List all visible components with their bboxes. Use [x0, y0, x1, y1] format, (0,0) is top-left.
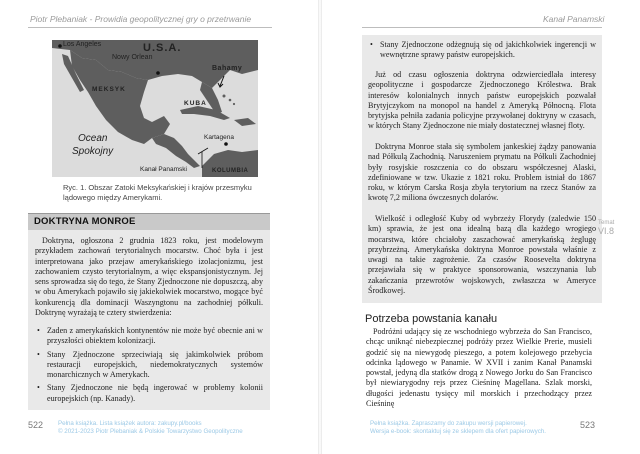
caption-line-1: Ryc. 1. Obszar Zatoki Meksykańskiej i krajów przesmyku: [63, 183, 252, 192]
right-box-paragraph-1: Już od czasu ogłoszenia doktryna odzwierciedlała interesy geopolityczne i gospodarcze Zjednoczonego Królestwa. Brak interesów kolonialnych innych państw europejskich pozwalał Brytyjczykom na monopol na handel z Ameryką Północną. Flota brytyjska pełniła zadania policyjne przywołanej doktryny w czasach, w których Stany Zjednoczone nie miały dostatecznej własnej floty.: [368, 70, 596, 131]
map-label-kuba: KUBA: [184, 100, 207, 107]
right-box-paragraph-2: Doktryna Monroe stała się symbolem jankeskiej żądzy panowania nad Półkulą Zachodnią. Naruszeniem prymatu na Półkuli Zachodniej były rosyjskie roszczenia co do obszaru współczesnej Alaski, zdefiniowane w tzw. Ukazie z 1821 roku. Problem istniał do 1867 roku, w którym Carska Rosja zbyła terytorium na rzecz Stanów za kwotę 7,2 miliona ówczesnych dolarów.: [368, 142, 596, 203]
right-box-paragraph-3: Wielkość i odległość Kuby od wybrzeży Florydy (zaledwie 150 km) sprawia, że jest ona idealną bazą dla każdego wrogiego mocarstwa, które chciałoby zaszachować amerykańską żeglugę przybrzeżną. Amerykańska doktryna Monroe powstała właśnie z uwagi na takie zagrożenie. Za czasów Roosevelta doktryna przejawiała się w praktyce sponsorowania, wszczynania lub zakańczania przewrotów wojskowych, zwłaszcza w Ameryce Środkowej.: [368, 214, 596, 296]
right-page-number: 523: [580, 420, 596, 430]
figure-caption: [63, 183, 263, 203]
page-gutter: [318, 0, 322, 454]
box-title: DOKTRYNA MONROE: [34, 216, 136, 227]
left-running-header: Piotr Plebaniak - Prowidia geopolitycznej gry o przetrwanie: [30, 14, 252, 24]
box-header: [28, 213, 270, 230]
box-bullet-list: [35, 326, 263, 407]
map-label-spokojny: Spokojny: [72, 146, 114, 157]
side-tab-label: Temat: [598, 220, 615, 226]
right-box-bullet-list: [368, 40, 596, 64]
map-label-bahamy: Bahamy: [212, 65, 243, 72]
box-paragraph: Doktryna, ogłoszona 2 grudnia 1823 roku, jest modelowym przykładem zachowań terytorialnych mocarstw. Choć była i jest interpretowana jako przejaw amerykańskiego izolacjonizmu, jest zachowaniem czysto terytorialnym, a więc ekspansjonistycznym. Jej sens sprowadza się do tego, że Stany Zjednoczone nie dopuszczą, aby w obu Amerykach pojawiło się jakiekolwiek mocarstwo, mogące być konkurencją dla dominacji Waszyngtonu na zachodniej półkuli. Doktrynę wyrażają te cztery stwierdzenia:: [35, 236, 263, 318]
right-header-rule: [362, 27, 602, 28]
map-label-ocean: Ocean: [78, 133, 108, 144]
section-paragraph: Podróżni udający się ze wschodniego wybrzeża do San Francisco, chcąc uniknąć niebezpiecznej podróży przez Wielkie Prerie, musieli godzić się na niewygodę pieszego, a potem kolejowego przebycia odcinka lądowego w Panamie. W XVII i zanim Kanał Panamski powstał, jedyną dla statków drogą z Nowego Jorku do San Francisco był niewiarygodny rejs przez Cieśninę Magellana. Szlak morski, długości jedenastu tysięcy mil morskich i przechodzący przez Cieśninę: [366, 327, 592, 409]
left-footer-line-2: © 2021-2023 Piotr Plebaniak & Polskie Towarzystwo Geopolityczne: [58, 428, 243, 435]
right-running-header: Kanał Panamski: [543, 14, 605, 24]
map-label-usa: U.S.A.: [143, 42, 182, 54]
right-footer-line-2: Wersja e-book: skontaktuj się ze sklepem dla ofert papierowych.: [370, 428, 546, 435]
box-bullet-item: • Stany Zjednoczone nie będą ingerować w problemy kolonii europejskich (np. Kanady).: [35, 383, 263, 404]
map-gulf-of-mexico: [52, 40, 258, 177]
left-header-rule: [28, 27, 272, 28]
box-bullet-item: • Zaden z amerykańskich kontynentów nie może być obecnie ani w przyszłości obiektem kolonizacji.: [35, 326, 263, 347]
map-label-new-orleans: Nowy Orlean: [112, 54, 153, 61]
map-label-los-angeles: Los Angeles: [63, 41, 102, 48]
map-label-panama-canal: Kanał Panamski: [140, 166, 187, 173]
left-page-number: 522: [28, 420, 44, 430]
right-box-bullet-item: • Stany Zjednoczone odżegnują się od jakichkolwiek ingerencji w wewnętrzne sprawy państw europejskich.: [368, 40, 596, 61]
section-title: Potrzeba powstania kanału: [365, 313, 498, 325]
right-footer-line-1: Pełna książka. Zapraszamy do zakupu wersji papierowej.: [370, 420, 527, 427]
left-footer-note: [58, 420, 243, 436]
map-label-meksyk: MEKSYK: [92, 86, 126, 93]
box-bullet-item: • Stany Zjednoczone sprzeciwiają się jakimkolwiek próbom restauracji europejskich, niedemokratycznych systemów monarchicznych w Amerykach.: [35, 350, 263, 381]
caption-line-2: lądowego między Amerykami.: [63, 193, 163, 202]
side-tab-value: VI.8: [598, 226, 615, 236]
map-label-kartagena: Kartagena: [204, 134, 234, 141]
right-footer-note: [370, 420, 546, 436]
left-footer-line-1: Pełna książka. Lista książek autora: zakupy.pl/books: [58, 420, 202, 427]
map-label-kolumbia: KOLUMBIA: [212, 168, 249, 174]
side-tab: [598, 220, 628, 260]
